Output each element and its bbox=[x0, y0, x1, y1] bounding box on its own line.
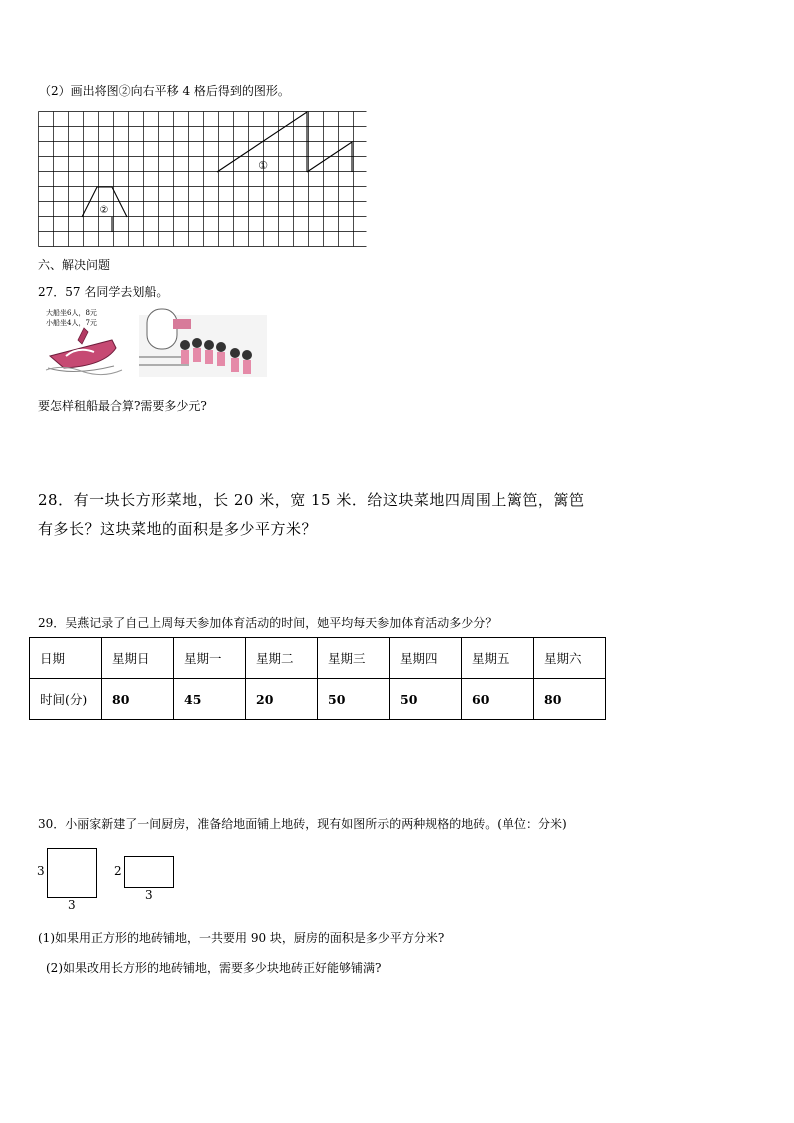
q30-sub2: (2)如果改用长方形的地砖铺地，需要多少块地砖正好能够铺满? bbox=[46, 961, 382, 975]
table-header-cell: 星期三 bbox=[318, 638, 390, 679]
table-header-cell: 星期六 bbox=[534, 638, 606, 679]
translation-grid[interactable] bbox=[38, 111, 367, 247]
table-header-cell: 星期二 bbox=[246, 638, 318, 679]
q30-text: 30．小丽家新建了一间厨房，准备给地面铺上地砖，现有如图所示的两种规格的地砖。(单位：分米) bbox=[38, 817, 567, 831]
q28-line1: 28．有一块长方形菜地，长 20 米，宽 15 米．给这块菜地四周围上篱笆，篱笆 bbox=[38, 491, 585, 509]
activity-time-table bbox=[29, 637, 606, 720]
table-cell: 45 bbox=[174, 679, 246, 720]
translation-instruction: （2）画出将图②向右平移 4 格后得到的图形。 bbox=[39, 84, 290, 98]
table-header-cell: 星期五 bbox=[462, 638, 534, 679]
q27-question: 要怎样租船最合算?需要多少元? bbox=[38, 399, 207, 413]
rectangle-tile-left-label: 2 bbox=[114, 864, 122, 878]
square-tile-left-label: 3 bbox=[37, 864, 45, 878]
table-header-row bbox=[30, 638, 606, 679]
table-header-cell: 星期四 bbox=[390, 638, 462, 679]
table-cell: 80 bbox=[534, 679, 606, 720]
section-6-title: 六、解决问题 bbox=[38, 258, 111, 272]
table-cell: 60 bbox=[462, 679, 534, 720]
q29-text: 29．吴燕记录了自己上周每天参加体育活动的时间，她平均每天参加体育活动多少分？ bbox=[38, 616, 498, 630]
table-header-cell: 星期一 bbox=[174, 638, 246, 679]
square-tile-bottom-label: 3 bbox=[68, 898, 76, 912]
table-row bbox=[30, 679, 606, 720]
square-tile bbox=[47, 848, 97, 898]
table-header-cell: 星期日 bbox=[102, 638, 174, 679]
table-cell: 时间(分) bbox=[30, 679, 102, 720]
figure-1-label: ① bbox=[258, 159, 268, 172]
table-cell: 80 bbox=[102, 679, 174, 720]
students-queue-illustration bbox=[139, 307, 267, 379]
figure-2-label: ② bbox=[99, 205, 109, 216]
table-header-cell: 日期 bbox=[30, 638, 102, 679]
boat-price-sign bbox=[46, 308, 116, 328]
figure-1-small-triangle bbox=[307, 142, 352, 172]
table-cell: 20 bbox=[246, 679, 318, 720]
q30-sub1: (1)如果用正方形的地砖铺地，一共要用 90 块，厨房的面积是多少平方分米? bbox=[38, 931, 445, 945]
boat-illustration bbox=[44, 326, 124, 376]
table-cell: 50 bbox=[390, 679, 462, 720]
small-boat-price: 小船坐4人，7元 bbox=[46, 319, 97, 327]
rectangle-tile bbox=[124, 856, 174, 888]
rectangle-tile-bottom-label: 3 bbox=[145, 888, 153, 902]
q27-text: 27．57 名同学去划船。 bbox=[38, 285, 169, 299]
big-boat-price: 大船坐6人，8元 bbox=[46, 309, 97, 317]
q28-line2: 有多长？这块菜地的面积是多少平方米？ bbox=[38, 520, 318, 538]
table-cell: 50 bbox=[318, 679, 390, 720]
